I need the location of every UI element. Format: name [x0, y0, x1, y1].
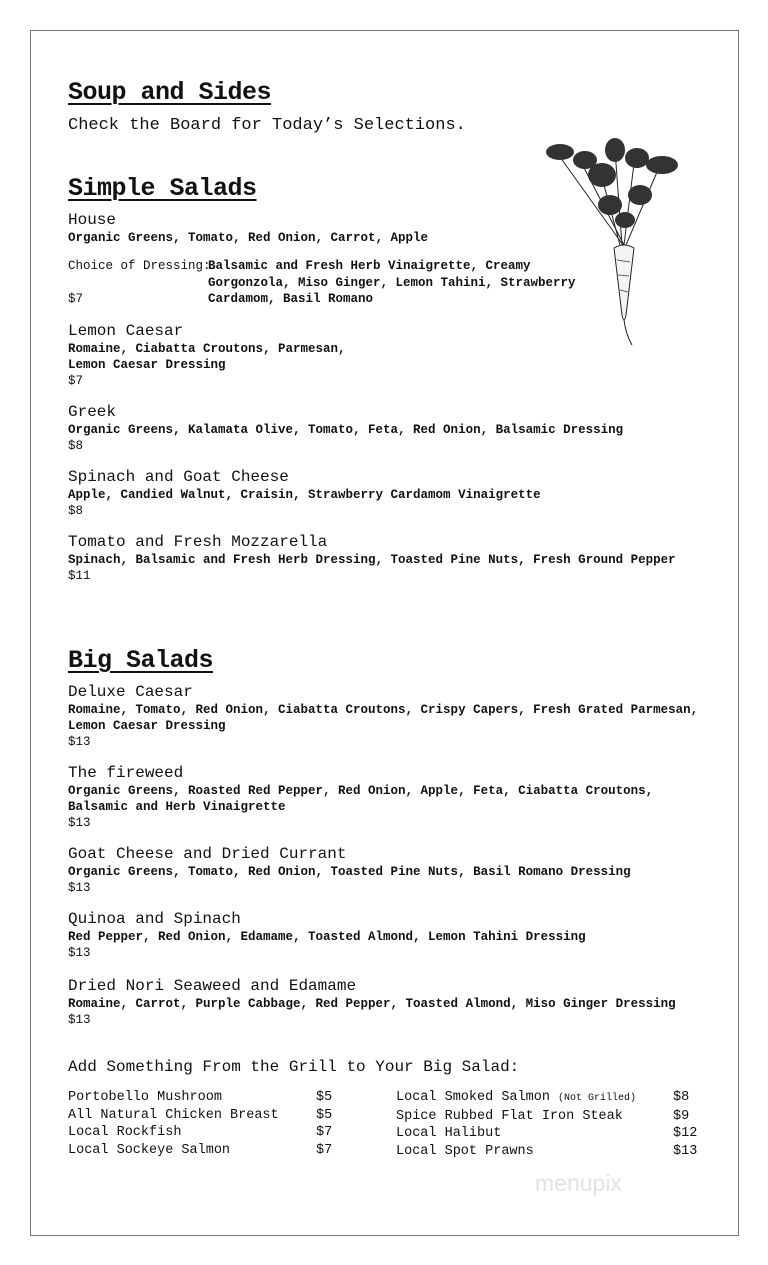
soup-heading: Soup and Sides: [68, 78, 272, 107]
grill-item-note: (Not Grilled): [558, 1093, 637, 1104]
grill-item: [396, 1125, 697, 1143]
item-desc: Spinach, Balsamic and Fresh Herb Dressing, Toasted Pine Nuts, Fresh Ground Pepper: [68, 553, 676, 567]
item-name: Tomato and Fresh Mozzarella: [68, 533, 328, 551]
item-name: Lemon Caesar: [68, 322, 184, 340]
menu-item: [68, 844, 708, 896]
grill-item-name: Local Sockeye Salmon: [68, 1142, 231, 1158]
grill-item-name: Local Smoked Salmon: [396, 1090, 550, 1105]
item-desc: Apple, Candied Walnut, Craisin, Strawberry Cardamom Vinaigrette: [68, 488, 541, 502]
item-price: $11: [68, 569, 91, 583]
grill-item: [396, 1089, 697, 1108]
menu-item: [68, 976, 708, 1028]
grill-list-left: [68, 1089, 332, 1159]
item-name: The fireweed: [68, 764, 184, 782]
grill-item: [68, 1124, 332, 1142]
item-name: Goat Cheese and Dried Currant: [68, 845, 347, 863]
grill-item-price: $9: [673, 1108, 690, 1124]
item-desc: Balsamic and Herb Vinaigrette: [68, 800, 286, 814]
soup-note: Check the Board for Today’s Selections.: [68, 116, 466, 135]
grill-item-price: $8: [673, 1090, 690, 1105]
grill-item-name: Local Spot Prawns: [396, 1143, 534, 1159]
item-desc: Red Pepper, Red Onion, Edamame, Toasted Almond, Lemon Tahini Dressing: [68, 930, 586, 944]
grill-item-name: Local Rockfish: [68, 1125, 182, 1140]
item-desc: Organic Greens, Roasted Red Pepper, Red Onion, Apple, Feta, Ciabatta Croutons,: [68, 784, 654, 798]
grill-item: [68, 1142, 332, 1160]
item-price: $7: [68, 374, 84, 388]
grill-item: [68, 1107, 332, 1125]
grill-item-price: $7: [316, 1125, 333, 1140]
grill-item: [396, 1108, 697, 1126]
menu-item: [68, 210, 708, 246]
grill-item: [68, 1089, 332, 1107]
item-price: $13: [68, 735, 91, 749]
grill-item-price: $5: [316, 1107, 333, 1123]
simple-salads-heading: Simple Salads: [68, 174, 257, 203]
item-name: Dried Nori Seaweed and Edamame: [68, 977, 357, 995]
grill-item-name: Local Halibut: [396, 1126, 502, 1141]
watermark: menupix: [535, 1170, 622, 1196]
menu-item: [68, 532, 708, 584]
item-desc: Lemon Caesar Dressing: [68, 358, 226, 372]
grill-heading: Add Something From the Grill to Your Big Salad:: [68, 1058, 520, 1076]
item-price: $13: [68, 946, 91, 960]
grill-item-price: $12: [673, 1126, 698, 1141]
grill-item-price: $5: [316, 1090, 333, 1105]
item-desc: Organic Greens, Tomato, Red Onion, Carrot, Apple: [68, 231, 429, 245]
item-price: $8: [68, 504, 84, 518]
item-name: Greek: [68, 403, 117, 421]
menu-item: [68, 321, 708, 389]
item-desc: Organic Greens, Tomato, Red Onion, Toasted Pine Nuts, Basil Romano Dressing: [68, 865, 631, 879]
menu-item: [68, 682, 708, 750]
dressing-options: Balsamic and Fresh Herb Vinaigrette, Creamy Gorgonzola, Miso Ginger, Lemon Tahini, Strawberry Cardamom, Basil Romano: [208, 259, 576, 306]
item-name: Spinach and Goat Cheese: [68, 468, 289, 486]
big-salads-heading: Big Salads: [68, 646, 214, 675]
grill-list-right: [396, 1089, 697, 1160]
item-desc: Organic Greens, Kalamata Olive, Tomato, Feta, Red Onion, Balsamic Dressing: [68, 423, 624, 437]
menu-item: [68, 402, 708, 454]
item-price: $13: [68, 816, 91, 830]
grill-item-price: $7: [316, 1142, 333, 1158]
item-desc: Lemon Caesar Dressing: [68, 719, 226, 733]
grill-item-name: All Natural Chicken Breast: [68, 1107, 279, 1123]
item-name: Deluxe Caesar: [68, 683, 193, 701]
dressing-label: Choice of Dressing:: [68, 259, 211, 273]
item-name: House: [68, 211, 117, 229]
item-name: Quinoa and Spinach: [68, 910, 241, 928]
item-price: $7: [68, 292, 84, 306]
item-price: $8: [68, 439, 84, 453]
menu-item: [68, 467, 708, 519]
menu-item: [68, 909, 708, 961]
item-desc: Romaine, Tomato, Red Onion, Ciabatta Croutons, Crispy Capers, Fresh Grated Parmesan,: [68, 703, 699, 717]
item-price: $13: [68, 881, 91, 895]
item-price: $13: [68, 1013, 91, 1027]
grill-item-price: $13: [673, 1143, 698, 1159]
item-desc: Romaine, Carrot, Purple Cabbage, Red Pepper, Toasted Almond, Miso Ginger Dressing: [68, 997, 676, 1011]
grill-item-name: Portobello Mushroom: [68, 1090, 222, 1105]
grill-item: [396, 1143, 697, 1161]
item-desc: Romaine, Ciabatta Croutons, Parmesan,: [68, 342, 346, 356]
menu-item: [68, 763, 708, 831]
grill-item-name: Spice Rubbed Flat Iron Steak: [396, 1108, 623, 1124]
